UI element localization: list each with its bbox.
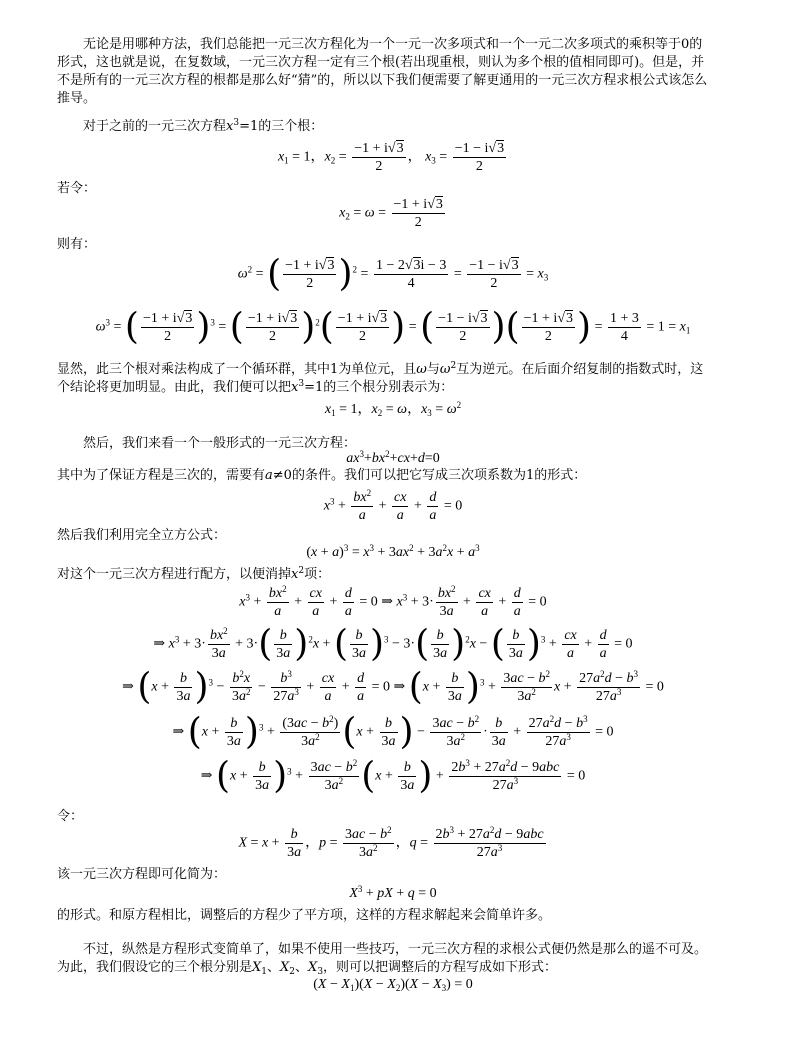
text-span: 与 xyxy=(426,362,440,377)
equation-omega-squared: $\omega^2$ = ( $\frac{-1 + i√3}{2}$ )$^2$ = $\frac{1 - 2√3i - 3}{4}$ = $\frac{-1 - i√3}{2}$ = $x_3$ xyxy=(237,253,549,295)
equation-step-4: ⇒ (x + $\frac{b}{3a}$ )$^3$ + $\frac{(3ac - b^2)}{3a^2}$ (x + $\frac{b}{3a}$ ) − $\frac{3ac - b^2}{3a^2}$ · $\frac{b}{3a}$ + $\frac{27a^2d - b^3}{27a^3}$ = 0 xyxy=(172,711,614,753)
text-span: 对这个一元三次方程进行配方，以便消掉 xyxy=(57,567,292,582)
text-span: 项： xyxy=(304,567,331,582)
text-span: 显然，此三个根对乘法构成了一个循环群，其中1为单位元，且 xyxy=(57,362,417,377)
ling-label: 令： xyxy=(57,809,84,824)
text-span: 不过，纵然是方程形式变简单了，如果不使用一些技巧，一元三次方程的求根公式便仍然是那么的遥不可及。为此，我们假设它的三个根分别是 xyxy=(57,942,708,975)
equation-step-1: $x^3$ + $\frac{bx^2}{a}$ + $\frac{cx}{a}$ + $\frac{d}{a}$ = 0 ⇒ $x^3 + 3\cdot$ $\frac{bx^2}{3a}$ + $\frac{cx}{a}$ + $\frac{d}{a}$ = 0 xyxy=(239,584,547,619)
equation-step-2: ⇒ $x^3 + 3\cdot$ $\frac{bx^2}{3a}$ + 3·( $\frac{b}{3a}$ )$^2$x + ( $\frac{b}{3a}$ )$^3$ − 3·( $\frac{b}{3a}$ )$^2$x − ( $\frac{b}{3a}$ )$^3$ + $\frac{cx}{a}$ + $\frac{d}{a}$ = 0 xyxy=(153,623,633,665)
cube-formula-label: 然后我们利用完全立方公式： xyxy=(57,528,227,543)
text-span: 的三个根： xyxy=(258,119,324,134)
simplified-label: 该一元三次方程即可化简为： xyxy=(57,867,227,882)
text-span: 的三个根分别表示为： xyxy=(323,380,454,395)
completing-cube-label: 对这个一元三次方程进行配方，以便消掉$x^2$项： xyxy=(57,566,331,582)
equation-roots: $x_1 = 1$，$x_2$ = $\frac{-1 + i√3}{2}$ ， $x_3$ = $\frac{-1 - i√3}{2}$ xyxy=(277,141,505,174)
roots-assumption-paragraph: 不过，纵然是方程形式变简单了，如果不使用一些技巧，一元三次方程的求根公式便仍然是那么的遥不可及。为此，我们假设它的三个根分别是$X_1$、$X_2$、$X_3$，则可以把调整后的方程写成如下形式： xyxy=(57,942,708,977)
equation-step-3: ⇒ (x + $\frac{b}{3a}$ )$^3$ − $\frac{b^2x}{3a^2}$ − $\frac{b^3}{27a^3}$ + $\frac{cx}{a}$ + $\frac{d}{a}$ = 0 ⇒ (x + $\frac{b}{3a}$ )$^3$ + $\frac{3ac - b^2}{3a^2}$ x + $\frac{27a^2d - b^3}{27a^3}$ = 0 xyxy=(122,666,664,708)
general-form-paragraph: 然后，我们来看一个一般形式的一元三次方程： xyxy=(83,436,357,451)
condition-paragraph: 其中为了保证方程是三次的，需要有a≠0的条件。我们可以把它写成三次项系数为1的形式： xyxy=(57,468,587,483)
ruoling-label: 若令： xyxy=(57,181,97,196)
equation-depressed: $X^3$ + pX + q = 0 xyxy=(349,884,437,901)
equation-cube-formula: $(x + a)^3 = x^3 + 3ax^2 + 3a^2x + a^3$ xyxy=(306,543,480,560)
simplified-paragraph: 的形式。和原方程相比，调整后的方程少了平方项，这样的方程求解起来会简单许多。 xyxy=(57,908,552,923)
text-span: 其中为了保证方程是三次的，需要有 xyxy=(57,468,266,483)
equation-step-5: ⇒ (x + $\frac{b}{3a}$ )$^3$ + $\frac{3ac - b^2}{3a^2}$ (x + $\frac{b}{3a}$ ) + $2b^3 + 27a^2d - 9abc$ $27a^3$ = 0 xyxy=(200,755,586,797)
equation-factored: $(X - X_1)(X - X_2)(X - X_3) = 0$ xyxy=(313,977,473,993)
equation-omega-def: $x_2 = \omega$ = $\frac{-1 + i√3}{2}$ xyxy=(339,197,443,230)
equation-omega-cubed: $\omega^3$ = ( $\frac{-1 + i√3}{2}$ )$^3$ = ( $\frac{-1 + i√3}{2}$ )$^2$( $\frac{-1 + i√3}{2}$ ) = ( $\frac{-1 - i√3}{2}$ )( $\frac{-1 + i√3}{2}$ ) = $\frac{1 + 3}{4}$ = $1 = x_1$ xyxy=(95,306,691,348)
equation-monic: $x^3$ + $\frac{bx^2}{a}$ + $\frac{cx}{a}$ + $\frac{d}{a}$ = 0 xyxy=(323,488,463,523)
zeyou-label: 则有： xyxy=(57,237,97,252)
text-span: ，则可以把调整后的方程写成如下形式： xyxy=(323,960,558,975)
cyclic-group-paragraph: 显然，此三个根对乘法构成了一个循环群，其中1为单位元，且ω与$\omega^2$互为逆元。在后面介绍复制的指数式时，这个结论将更加明显。由此，我们便可以把$x^3=1$的三个根分别表示为： xyxy=(57,361,704,395)
equation-substitution: X = x + $\frac{b}{3a}$ ，p = $\frac{3ac - b^2}{3a^2}$ ，q = $2b^3 + 27a^2d - 9abc$ $27a^3$ xyxy=(238,825,544,860)
roots-intro-paragraph: 对于之前的一元三次方程$x^3=1$的三个根： xyxy=(83,118,324,134)
text-span: 互为逆元。在后面介绍复制的指数式时，这个结论将更加明显。由此，我们便可以把 xyxy=(57,362,704,395)
equation-general: $ax^3+bx^2+cx+d=0$ xyxy=(346,449,440,466)
equation-roots-omega: $x_1 = 1$，$x_2 = \omega$，$x_3 = \omega^2$ xyxy=(324,400,462,418)
text-span: 对于之前的一元三次方程 xyxy=(83,119,227,134)
intro-paragraph: 无论是用哪种方法，我们总能把一元三次方程化为一个一元一次多项式和一个一元二次多项式的乘积等于0的形式，这也就是说，在复数域，一元三次方程一定有三个根(若出现重根，则认为多个根的值相同即可)。但是，并不是所有的一元三次方程的根都是那么好“猜”的，所以以下我们便需要了解更通用的一元三次方程求根公式该怎么推导。 xyxy=(57,37,708,106)
text-span: 的条件。我们可以把它写成三次项系数为1的形式： xyxy=(291,468,587,483)
